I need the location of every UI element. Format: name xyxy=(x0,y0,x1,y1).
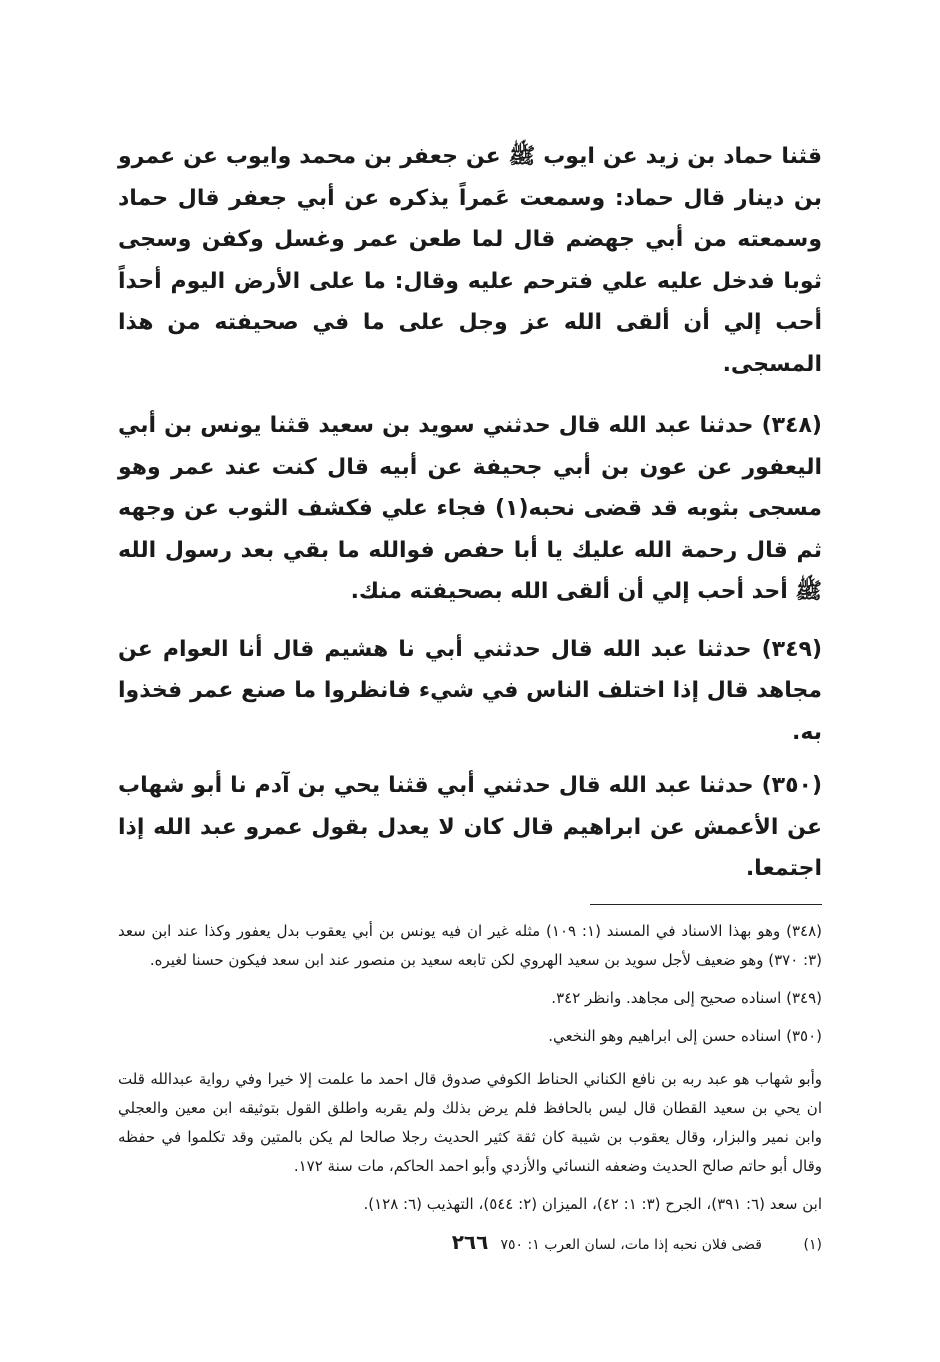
note-350: (٣٥٠) اسناده حسن إلى ابراهيم وهو النخعي. xyxy=(548,1026,822,1045)
paragraph-text: قثنا حماد بن زيد عن ايوب ﷺ عن جعفر بن محمد وايوب عن عمرو بن دينار قال حماد: وسمعت عَمراً يذكره عن أبي جعفر قال حماد وسمعته من أبي جهضم قال لما طعن عمر وغسل وكفن وسجى ثوبا فدخل عليه علي فترحم عليه وقال: ما على الأرض اليوم أحداً أحب إلي أن ألقى الله عز وجل على ما في صحيفته من هذا المسجى. xyxy=(118,144,822,377)
note-350-narrator: وأبو شهاب هو عبد ربه بن نافع الكناني الحناط الكوفي صدوق قال احمد ما علمت إلا خيرا وفي رواية عبدالله قلت ان يحي بن سعيد القطان قال ليس بالحافظ فلم يرض بذلك ولم يقربه واطلق القول بتوثيقه ابن معين والعجلي وابن نمير والبزار، وقال يعقوب بن شيبة كان ثقة كثير الحديث رجلا صالحا لم يكن بالمتين وقد تكلموا في حفظه وقال أبو حاتم صالح الحديث وضعفه النسائي والأزدي وأبو احمد الحاكم، مات سنة ١٧٢. xyxy=(118,1069,822,1175)
paragraph-continuation xyxy=(118,136,822,385)
hadith-number: (٣٥٠) xyxy=(761,773,822,798)
hadith-text: حدثنا عبد الله قال حدثني أبي نا هشيم قال أنا العوام عن مجاهد قال إذا اختلف الناس في شيء فانظروا ما صنع عمر فخذوا به. xyxy=(118,636,822,745)
page-number: ٢٦٦ xyxy=(451,1230,489,1254)
page-content xyxy=(118,136,822,1257)
hadith-text: حدثنا عبد الله قال حدثني أبي قثنا يحي بن آدم نا أبو شهاب عن الأعمش عن ابراهيم قال كان لا يعدل بقول عمرو عبد الله إذا اجتمعا. xyxy=(118,773,822,881)
footnote-text: قضى فلان نحبه إذا مات، لسان العرب ١: ٧٥٠ xyxy=(500,1236,762,1253)
footnote-marker: (١) xyxy=(803,1236,822,1253)
hadith-348 xyxy=(118,405,822,613)
note-350-references: ابن سعد (٦: ٣٩١)، الجرح (٣: ١: ٤٢)، الميزان (٢: ٥٤٤)، التهذيب (٦: ١٢٨). xyxy=(363,1194,822,1213)
hadith-349 xyxy=(118,629,822,754)
hadith-number: (٣٤٨) xyxy=(761,413,822,438)
hadith-number: (٣٤٩) xyxy=(761,636,822,662)
notes-divider xyxy=(590,904,822,905)
note-349: (٣٤٩) اسناده صحيح إلى مجاهد. وانظر ٣٤٢. xyxy=(551,988,822,1007)
hadith-350 xyxy=(118,765,822,890)
commentary-notes xyxy=(118,917,822,1219)
note-348: (٣٤٨) وهو بهذا الاسناد في المسند (١: ١٠٩) مثله غير ان فيه يونس بن أبي يعقوب بدل يعفور وكذا عند ابن سعد (٣: ٣٧٠) وهو ضعيف لأجل سويد بن سعيد الهروي لكن تابعه سعيد بن منصور عند ابن سعد فيكون حسنا لغيره. xyxy=(118,921,822,969)
hadith-text: حدثنا عبد الله قال حدثني سويد بن سعيد قثنا يونس بن أبي اليعفور عن عون بن أبي جحيفة عن أبيه قال كنت عند عمر وهو مسجى بثوبه قد قضى نحبه(١) فجاء علي فكشف الثوب عن وجهه ثم قال رحمة الله عليك يا أبا حفص فوالله ما بقي بعد رسول الله ﷺ أحد أحب إلي أن ألقى الله بصحيفته منك. xyxy=(118,413,822,604)
